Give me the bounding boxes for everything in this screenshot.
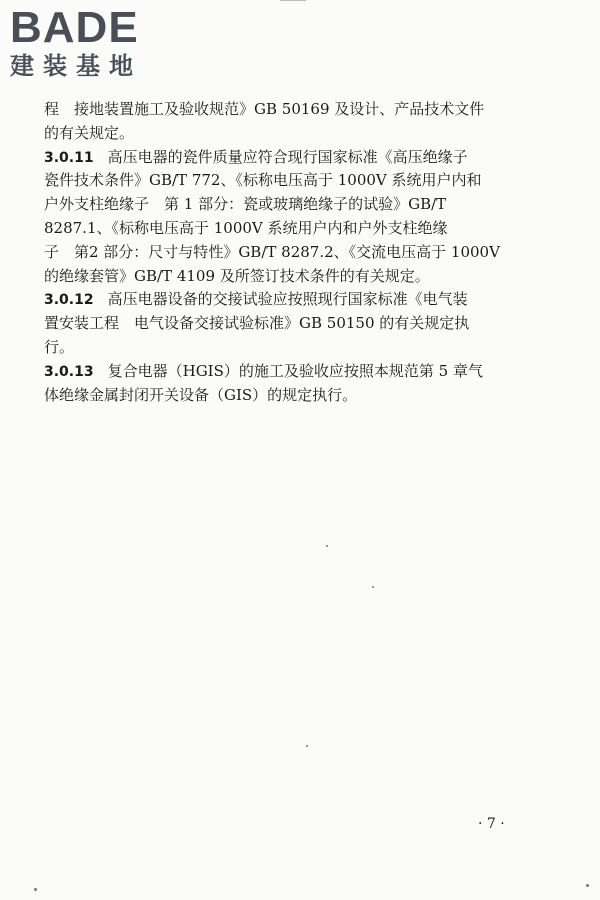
clause-text: 体绝缘金属封闭开关设备（GIS）的规定执行。 — [44, 385, 358, 404]
clause-text: 高压电器的瓷件质量应符合现行国家标准《高压绝缘子 — [107, 147, 468, 166]
clause-number: 3.0.11 — [44, 149, 94, 166]
page-body — [44, 98, 564, 407]
clause-3-0-11 — [44, 146, 564, 289]
scan-speck — [34, 888, 37, 891]
scan-speck — [326, 545, 328, 547]
clause-3-0-12 — [44, 288, 564, 359]
continuation-line-2: 的有关规定。 — [44, 123, 135, 142]
logo-subtitle: 建装基地 — [10, 52, 142, 80]
scan-speck — [586, 884, 589, 887]
logo-wordmark: BADE — [10, 3, 139, 52]
page-number: · 7 · — [478, 816, 505, 832]
clause-text: 的绝缘套管》GB/T 4109 及所签订技术条件的有关规定。 — [44, 266, 430, 285]
clause-number: 3.0.12 — [44, 292, 94, 309]
clause-number: 3.0.13 — [44, 363, 94, 380]
continuation-line-1: 程 接地装置施工及验收规范》GB 50169 及设计、产品技术文件 — [44, 100, 485, 118]
clause-text: 户外支柱绝缘子 第 1 部分：瓷或玻璃绝缘子的试验》GB/T — [44, 195, 447, 214]
clause-text: 子 第2 部分：尺寸与特性》GB/T 8287.2、《交流电压高于 1000V — [44, 242, 500, 261]
scan-speck — [306, 745, 308, 747]
clause-text: 8287.1、《标称电压高于 1000V 系统用户内和户外支柱绝缘 — [44, 218, 448, 237]
clause-text: 高压电器设备的交接试验应按照现行国家标准《电气装 — [107, 290, 468, 309]
clause-text: 置安装工程 电气设备交接试验标准》GB 50150 的有关规定执 — [44, 314, 470, 333]
bade-logo — [10, 4, 180, 84]
clause-text: 行。 — [44, 337, 75, 356]
clause-3-0-13 — [44, 360, 564, 408]
scan-speck — [280, 0, 306, 1]
scan-speck — [372, 586, 374, 588]
clause-text: 瓷件技术条件》GB/T 772、《标称电压高于 1000V 系统用户内和 — [44, 171, 482, 190]
clause-text: 复合电器（HGIS）的施工及验收应按照本规范第 5 章气 — [107, 361, 483, 380]
